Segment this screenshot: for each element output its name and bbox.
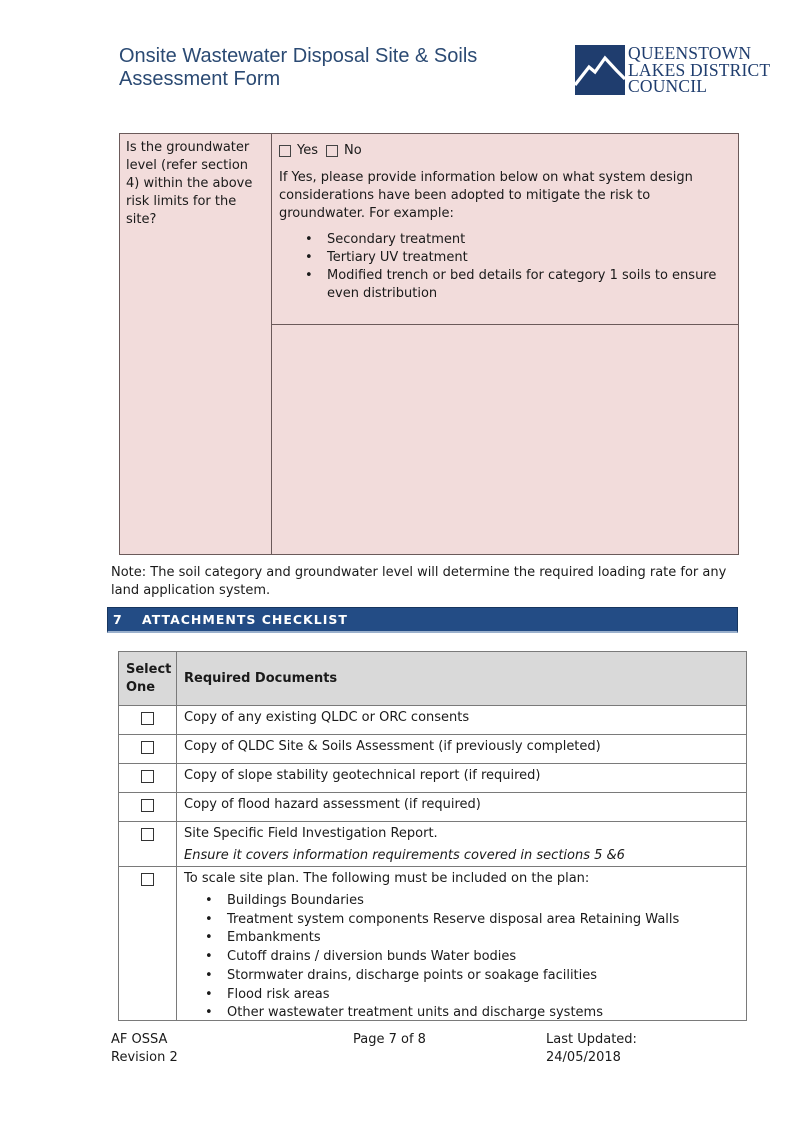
groundwater-question: Is the groundwater level (refer section 4) within the above risk limits for the site?: [120, 134, 272, 554]
list-item: • Stormwater drains, discharge points or soakage facilities: [205, 967, 739, 986]
no-option[interactable]: No: [326, 142, 362, 160]
select-checkbox[interactable]: [141, 712, 154, 725]
document-subtext: Ensure it covers information requirements covered in sections 5 &6: [184, 848, 625, 863]
table-header-row: [119, 652, 746, 705]
list-item: • Other wastewater treatment units and discharge systems: [205, 1004, 739, 1023]
yes-option[interactable]: Yes: [279, 142, 318, 160]
site-plan-items-list: [205, 892, 739, 1023]
yes-no-options: [279, 142, 731, 160]
select-checkbox[interactable]: [141, 741, 154, 754]
list-item: • Treatment system components Reserve disposal area Retaining Walls: [205, 911, 739, 930]
section-number: 7: [113, 612, 123, 627]
table-row: [119, 705, 746, 734]
table-row: [119, 821, 746, 866]
groundwater-response-field[interactable]: [272, 325, 738, 554]
groundwater-table: [119, 133, 739, 555]
list-item: • Buildings Boundaries: [205, 892, 739, 911]
groundwater-answer-cell: [272, 134, 738, 325]
logo-wordmark: QUEENSTOWN LAKES DISTRICT COUNCIL: [628, 43, 771, 96]
no-checkbox[interactable]: [326, 145, 338, 157]
select-checkbox[interactable]: [141, 828, 154, 841]
groundwater-instruction: If Yes, please provide information below on what system design considerations have been adopted to mitigate the risk to groundwater. For example:: [279, 170, 693, 221]
document-title: [119, 45, 549, 91]
list-item: • Tertiary UV treatment: [305, 249, 731, 267]
select-checkbox[interactable]: [141, 770, 154, 783]
document-label: Copy of slope stability geotechnical report (if required): [184, 768, 541, 783]
select-checkbox[interactable]: [141, 799, 154, 812]
table-row: [119, 792, 746, 821]
document-label: Copy of flood hazard assessment (if required): [184, 797, 481, 812]
document-label: Copy of any existing QLDC or ORC consents: [184, 710, 470, 725]
section-title: ATTACHMENTS CHECKLIST: [142, 612, 348, 627]
list-item: • Cutoff drains / diversion bunds Water bodies: [205, 948, 739, 967]
title-line-2: Assessment Form: [119, 68, 281, 90]
table-row: [119, 734, 746, 763]
title-line-1: Onsite Wastewater Disposal Site & Soils: [119, 45, 478, 67]
table-row: [119, 763, 746, 792]
document-label: To scale site plan. The following must be included on the plan:: [184, 871, 590, 886]
page-number: Page 7 of 8: [353, 1032, 426, 1047]
attachments-checklist-table: [118, 651, 747, 1021]
soil-note: Note: The soil category and groundwater level will determine the required loading rate for any land application system.: [111, 565, 727, 598]
mountain-logo-icon: [575, 45, 625, 95]
doc-code: AF OSSA: [111, 1032, 168, 1047]
council-logo: [575, 45, 770, 97]
revision: Revision 2: [111, 1050, 178, 1065]
table-row: [119, 866, 746, 1020]
list-item: • Modified trench or bed details for category 1 soils to ensure even distribution: [305, 267, 731, 303]
documents-column-header: Required Documents: [184, 670, 338, 686]
mitigation-examples-list: [305, 231, 731, 303]
list-item: • Embankments: [205, 929, 739, 948]
document-label: Copy of QLDC Site & Soils Assessment (if previously completed): [184, 739, 601, 754]
document-label: Site Specific Field Investigation Report.: [184, 826, 438, 841]
last-updated: Last Updated: 24/05/2018: [546, 1032, 637, 1065]
section-heading: [107, 607, 738, 633]
yes-checkbox[interactable]: [279, 145, 291, 157]
list-item: • Flood risk areas: [205, 986, 739, 1005]
select-checkbox[interactable]: [141, 873, 154, 886]
list-item: • Secondary treatment: [305, 231, 731, 249]
select-column-header: Select One: [119, 652, 177, 705]
